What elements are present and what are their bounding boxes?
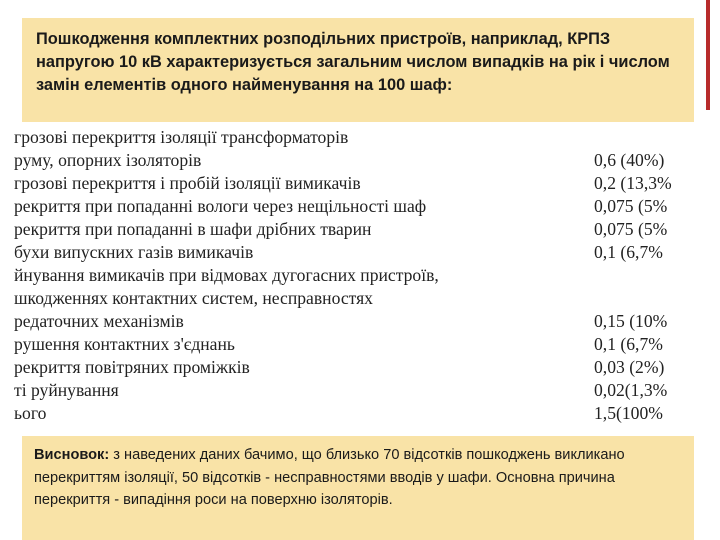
row-value: 0,1 (6,7%	[594, 242, 663, 262]
table-row	[0, 242, 690, 265]
row-value: 0,1 (6,7%	[594, 334, 663, 354]
table-row	[0, 196, 690, 219]
table-row	[0, 219, 690, 242]
row-value: 0,15 (10%	[594, 311, 668, 331]
row-label: редаточних механізмів	[14, 311, 184, 331]
conclusion-textbox	[22, 436, 694, 540]
row-label: грозові перекриття ізоляції трансформаторів	[14, 127, 349, 147]
row-label: йнування вимикачів при відмовах дугогасних пристроїв,	[14, 265, 439, 285]
intro-text: Пошкодження комплектних розподільних пристроїв, наприклад, КРПЗ напругою 10 кВ характеризується загальним числом випадків на рік і числом замін елементів одного найменування на 100 шаф:	[36, 30, 670, 94]
table-row	[0, 311, 690, 334]
row-value: 0,075 (5%	[594, 219, 668, 239]
table-row	[0, 334, 690, 357]
row-label: бухи випускних газів вимикачів	[14, 242, 254, 262]
conclusion-text: з наведених даних бачимо, що близько 70 відсотків пошкоджень викликано перекриттям ізоляції, 50 відсотків - несправностями вводів у шафи. Основна причина перекриття - випадіння роси на поверхню ізоляторів.	[34, 447, 625, 509]
row-value: 0,075 (5%	[594, 196, 668, 216]
row-label: шкодженнях контактних систем, несправностях	[14, 288, 373, 308]
table-row	[0, 403, 690, 425]
table-row	[0, 357, 690, 380]
row-value: 0,2 (13,3%	[594, 173, 672, 193]
row-label: рекриття при попаданні вологи через нещільності шаф	[14, 196, 427, 216]
row-value: 0,03 (2%)	[594, 357, 665, 377]
conclusion-lead: Висновок:	[34, 447, 110, 463]
damage-statistics-table	[0, 125, 690, 425]
row-label: рекриття повітряних проміжків	[14, 357, 250, 377]
table-row	[0, 288, 690, 311]
row-label: ього	[14, 403, 47, 423]
row-label: рекриття при попаданні в шафи дрібних тварин	[14, 219, 372, 239]
slide-accent-bar	[706, 0, 710, 110]
row-label: рушення контактних з'єднань	[14, 334, 235, 354]
table-row	[0, 173, 690, 196]
conclusion-paragraph	[34, 444, 682, 512]
intro-textbox	[22, 18, 694, 122]
table-row	[0, 150, 690, 173]
row-label: грозові перекриття і пробій ізоляції вимикачів	[14, 173, 361, 193]
row-label: ті руйнування	[14, 380, 119, 400]
row-value: 0,02(1,3%	[594, 380, 668, 400]
table-row	[0, 380, 690, 403]
row-label: руму, опорних ізоляторів	[14, 150, 202, 170]
row-value: 0,6 (40%)	[594, 150, 665, 170]
table-row	[0, 127, 690, 150]
table-row	[0, 265, 690, 288]
row-value: 1,5(100%	[594, 403, 663, 423]
